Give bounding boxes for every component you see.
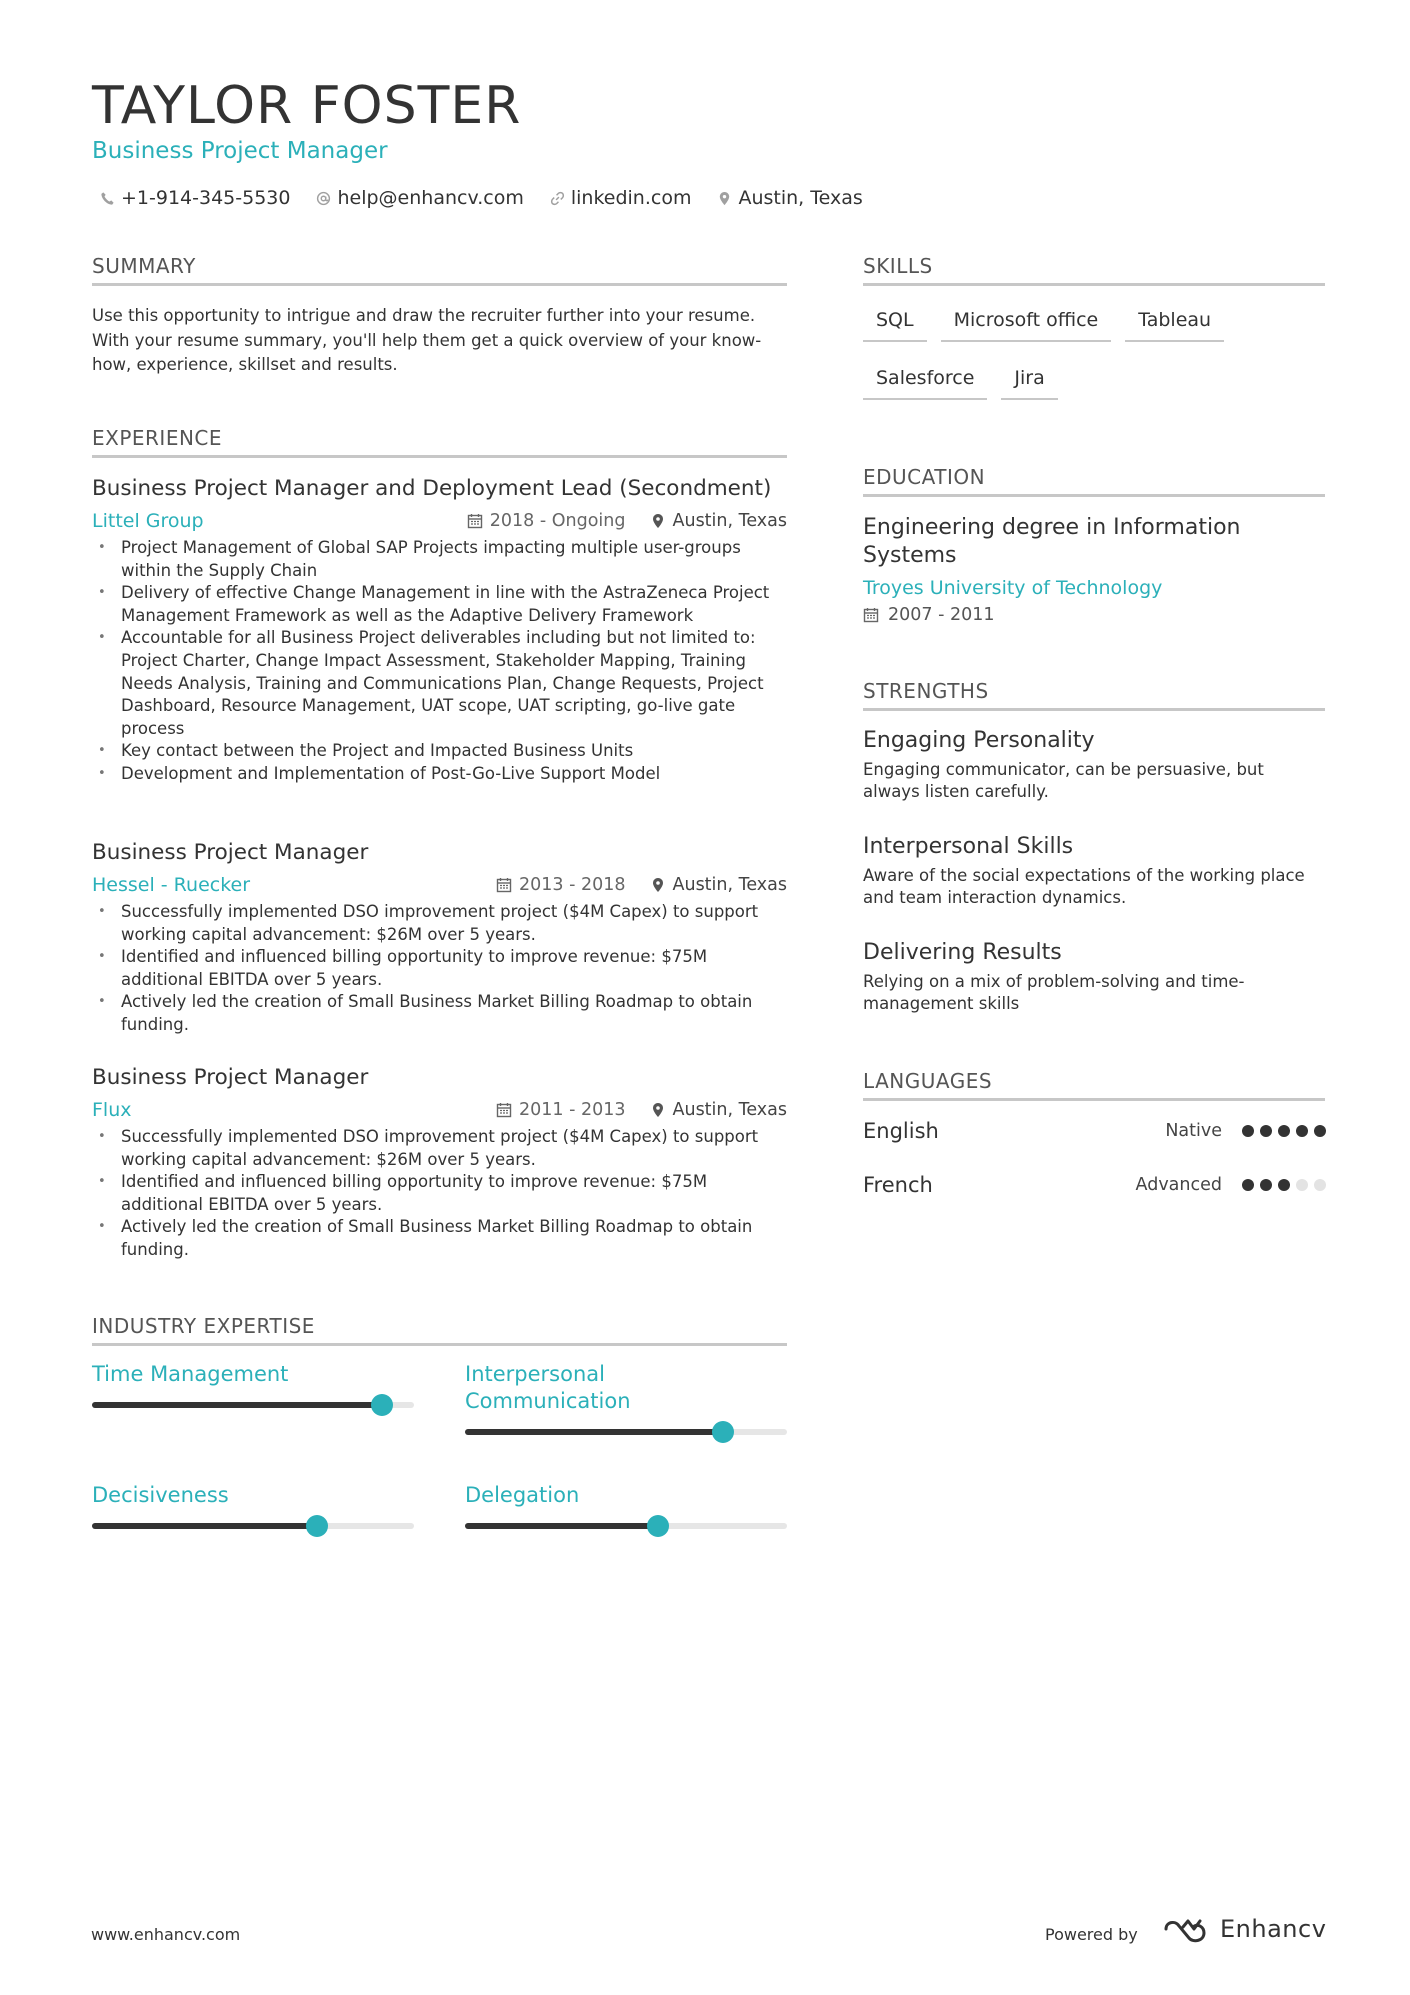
- expertise-label: Interpersonal Communication: [465, 1362, 631, 1413]
- contact-location: [717, 184, 862, 212]
- bullet-item: • Identified and influenced billing opportunity to improve revenue: $75M additional EBITDA over 5 years.: [92, 946, 787, 991]
- strength-item: [863, 833, 1325, 909]
- language-name: French: [863, 1173, 933, 1197]
- school-name: Troyes University of Technology: [863, 577, 1163, 599]
- strengths-heading: STRENGTHS: [863, 678, 1325, 711]
- contact-phone[interactable]: [100, 184, 290, 212]
- contact-email[interactable]: [316, 184, 523, 212]
- language-row: [863, 1170, 1326, 1200]
- candidate-title: Business Project Manager: [92, 138, 388, 164]
- language-name: English: [863, 1119, 939, 1143]
- job-entry: [92, 839, 787, 1037]
- education-dates: 2007 - 2011: [863, 605, 1325, 625]
- expertise-label: Decisiveness: [92, 1483, 229, 1507]
- skill-tag: SQL: [863, 304, 927, 342]
- languages-heading: LANGUAGES: [863, 1068, 1325, 1101]
- summary-text: Use this opportunity to intrigue and draw the recruiter further into your resume. With your resume summary, you'll help them get a quick overview of your know-how, experience, skillset and results.: [92, 306, 762, 374]
- bullet-item: • Identified and influenced billing opportunity to improve revenue: $75M additional EBITDA over 5 years.: [92, 1171, 787, 1216]
- location-icon: [650, 1102, 666, 1118]
- job-location: Austin, Texas: [650, 875, 788, 895]
- filled-dot: [1314, 1125, 1326, 1137]
- expertise-item: [92, 1361, 414, 1408]
- expertise-item: [465, 1361, 787, 1435]
- job-title: Business Project Manager: [92, 1065, 369, 1090]
- strength-description: Relying on a mix of problem-solving and time-management skills: [863, 972, 1245, 1013]
- company-name: Littel Group: [92, 510, 204, 532]
- strength-title: Delivering Results: [863, 940, 1062, 965]
- skill-tag: Tableau: [1125, 304, 1224, 342]
- email-text: help@enhancv.com: [337, 187, 524, 209]
- linkedin-text: linkedin.com: [570, 187, 692, 209]
- company-name: Hessel - Ruecker: [92, 874, 251, 896]
- filled-dot: [1260, 1179, 1272, 1191]
- job-title: Business Project Manager: [92, 840, 369, 865]
- experience-heading: EXPERIENCE: [92, 425, 787, 458]
- skills-list: [863, 304, 1333, 400]
- footer-powered-by: Powered by: [1045, 1925, 1138, 1944]
- bullet-item: • Delivery of effective Change Management in line with the AstraZeneca Project Management Framework as well as the Adaptive Delivery Framework: [92, 582, 787, 627]
- candidate-name: TAYLOR FOSTER: [92, 76, 522, 136]
- location-text: Austin, Texas: [738, 187, 863, 209]
- footer-url[interactable]: www.enhancv.com: [91, 1925, 241, 1944]
- link-icon: [550, 191, 565, 206]
- expertise-knob: [712, 1421, 734, 1443]
- job-meta: [92, 871, 787, 899]
- strength-item: [863, 939, 1325, 1015]
- language-row: [863, 1116, 1326, 1146]
- expertise-slider: [465, 1523, 787, 1529]
- expertise-knob: [647, 1515, 669, 1537]
- job-dates: 2018 - Ongoing: [467, 511, 626, 531]
- filled-dot: [1242, 1125, 1254, 1137]
- calendar-icon: [863, 607, 879, 623]
- skills-heading: SKILLS: [863, 253, 1325, 286]
- footer-brand: Enhancv: [1220, 1915, 1327, 1943]
- filled-dot: [1242, 1179, 1254, 1191]
- filled-dot: [1296, 1125, 1308, 1137]
- expertise-slider: [92, 1523, 414, 1529]
- strength-description: Aware of the social expectations of the working place and team interaction dynamics.: [863, 866, 1305, 907]
- job-meta: [92, 507, 787, 535]
- job-location: Austin, Texas: [650, 1100, 788, 1120]
- job-dates: 2013 - 2018: [496, 875, 626, 895]
- education-heading: EDUCATION: [863, 464, 1325, 497]
- location-icon: [650, 877, 666, 893]
- at-icon: [316, 191, 331, 206]
- expertise-slider: [465, 1429, 787, 1435]
- filled-dot: [1278, 1125, 1290, 1137]
- bullet-item: • Successfully implemented DSO improvement project ($4M Capex) to support working capital advancement: $26M over 5 years.: [92, 1126, 787, 1171]
- location-icon: [650, 513, 666, 529]
- bullet-item: • Development and Implementation of Post-Go-Live Support Model: [92, 763, 787, 786]
- calendar-icon: [467, 513, 483, 529]
- skill-tag: Microsoft office: [941, 304, 1112, 342]
- language-dots: [1242, 1179, 1326, 1191]
- expertise-label: Delegation: [465, 1483, 580, 1507]
- enhancv-logo-icon: [1162, 1915, 1210, 1943]
- job-bullets: [92, 901, 787, 1037]
- bullet-item: • Actively led the creation of Small Business Market Billing Roadmap to obtain funding.: [92, 991, 787, 1036]
- company-name: Flux: [92, 1099, 132, 1121]
- expertise-fill: [92, 1402, 382, 1408]
- summary-heading: SUMMARY: [92, 253, 787, 286]
- location-icon: [717, 191, 732, 206]
- calendar-icon: [496, 877, 512, 893]
- footer-logo[interactable]: [1162, 1915, 1326, 1943]
- job-location: Austin, Texas: [650, 511, 788, 531]
- empty-dot: [1296, 1179, 1308, 1191]
- bullet-item: • Key contact between the Project and Impacted Business Units: [92, 740, 787, 763]
- job-entry: [92, 475, 787, 786]
- bullet-item: • Accountable for all Business Project deliverables including but not limited to: Project Charter, Change Impact Assessment, Stakeholder Mapping, Training Needs Analysis, Training and Communications Plan, Change Requests, Project Dashboard, Resource Management, UAT scope, UAT scripting, go-live gate process: [92, 627, 787, 740]
- expertise-label: Time Management: [92, 1362, 289, 1386]
- skill-tag: Salesforce: [863, 362, 987, 400]
- degree-title: Engineering degree in Information Systems: [863, 515, 1241, 568]
- phone-text: +1-914-345-5530: [121, 187, 291, 209]
- bullet-item: • Successfully implemented DSO improvement project ($4M Capex) to support working capital advancement: $26M over 5 years.: [92, 901, 787, 946]
- expertise-slider: [92, 1402, 414, 1408]
- bullet-item: • Actively led the creation of Small Business Market Billing Roadmap to obtain funding.: [92, 1216, 787, 1261]
- filled-dot: [1260, 1125, 1272, 1137]
- skill-tag: Jira: [1001, 362, 1057, 400]
- language-level: Advanced: [1135, 1175, 1222, 1195]
- language-level: Native: [1165, 1121, 1222, 1141]
- bullet-item: • Project Management of Global SAP Projects impacting multiple user-groups within the Supply Chain: [92, 537, 787, 582]
- job-bullets: [92, 1126, 787, 1262]
- job-title: Business Project Manager and Deployment Lead (Secondment): [92, 476, 772, 501]
- expertise-item: [465, 1482, 787, 1529]
- strength-description: Engaging communicator, can be persuasive, but always listen carefully.: [863, 760, 1264, 801]
- education-entry: [863, 514, 1325, 625]
- expertise-item: [92, 1482, 414, 1529]
- expertise-knob: [306, 1515, 328, 1537]
- calendar-icon: [496, 1102, 512, 1118]
- expertise-fill: [465, 1429, 723, 1435]
- expertise-fill: [92, 1523, 317, 1529]
- expertise-fill: [465, 1523, 658, 1529]
- strength-title: Engaging Personality: [863, 728, 1095, 753]
- language-dots: [1242, 1125, 1326, 1137]
- job-dates: 2011 - 2013: [496, 1100, 626, 1120]
- filled-dot: [1278, 1179, 1290, 1191]
- job-bullets: [92, 537, 787, 786]
- contact-bar: [100, 184, 863, 212]
- contact-linkedin[interactable]: [550, 184, 692, 212]
- phone-icon: [100, 191, 115, 206]
- job-entry: [92, 1064, 787, 1262]
- expertise-knob: [371, 1394, 393, 1416]
- empty-dot: [1314, 1179, 1326, 1191]
- strength-title: Interpersonal Skills: [863, 834, 1074, 859]
- strength-item: [863, 727, 1325, 803]
- industry-expertise-heading: INDUSTRY EXPERTISE: [92, 1313, 787, 1346]
- job-meta: [92, 1096, 787, 1124]
